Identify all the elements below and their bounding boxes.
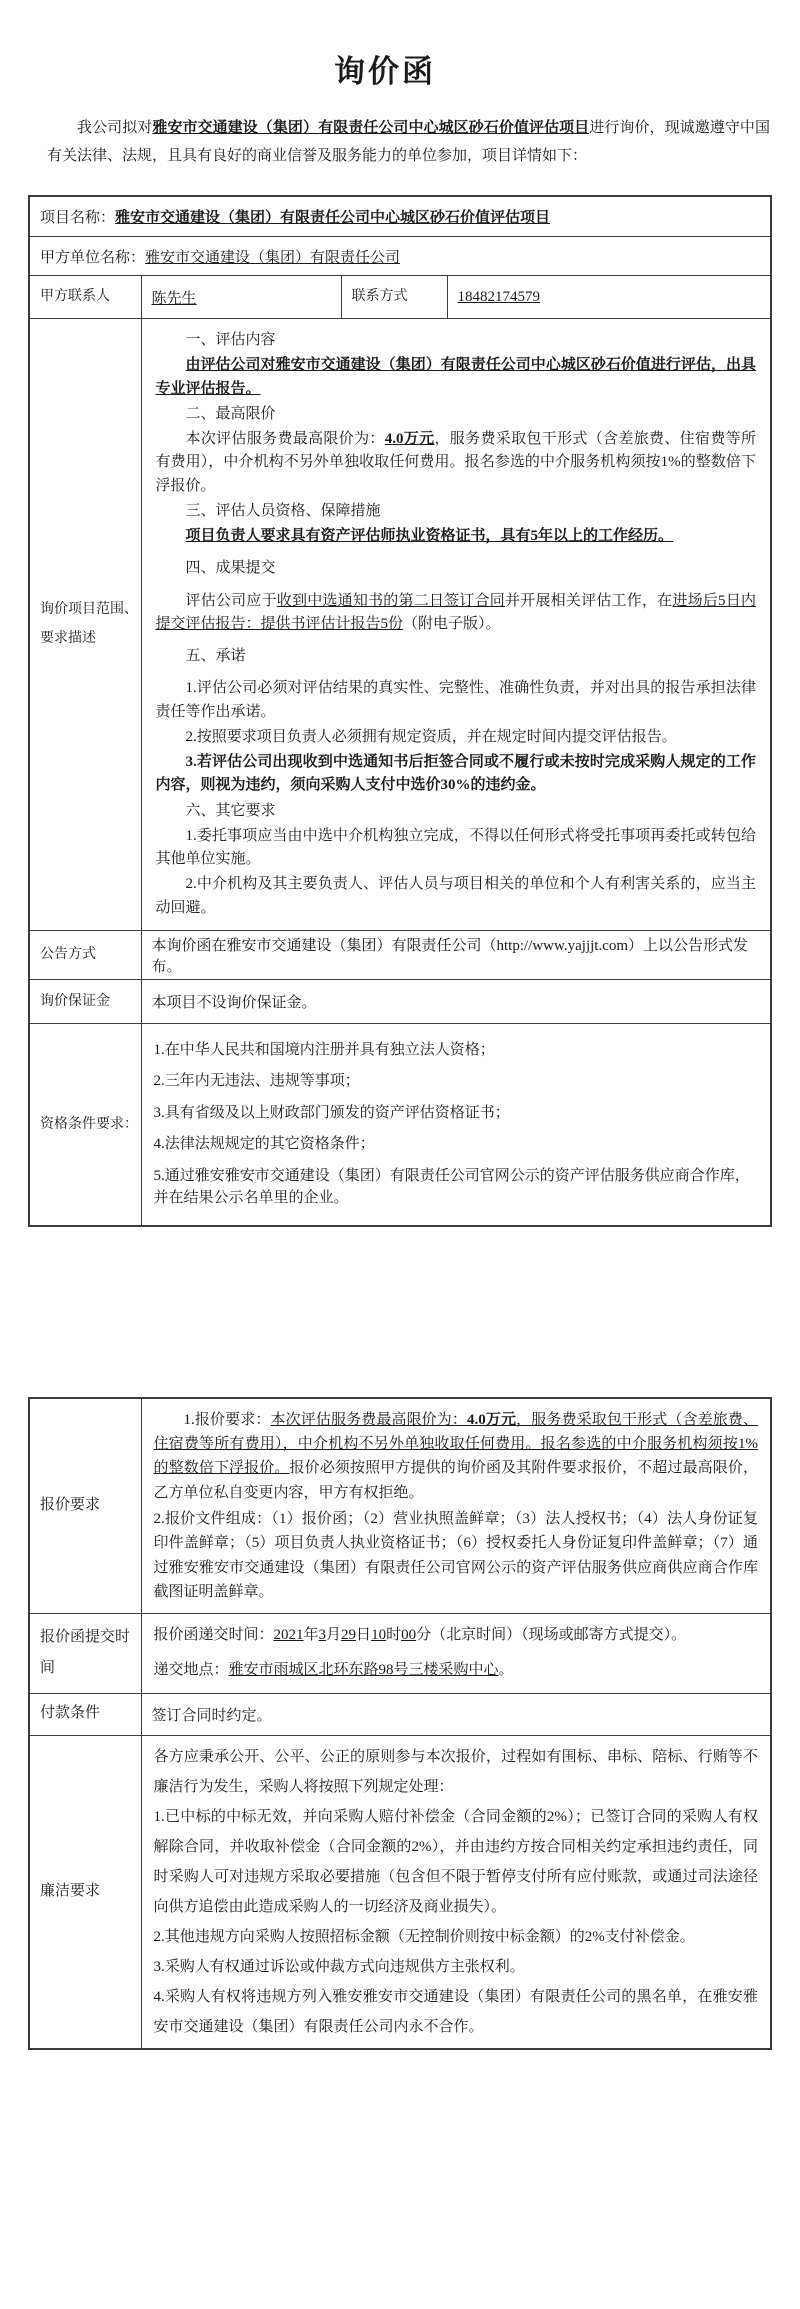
scope-sec4-text: 评估公司应于收到中选通知书的第二日签订合同并开展相关评估工作，在进场后5日内提交评估报告：提供书评估计报告5份（附电子版）。 — [155, 592, 756, 632]
quotation-table — [28, 1397, 772, 2050]
qualification-item: 5.通过雅安雅安市交通建设（集团）有限责任公司官网公示的资产评估服务供应商合作库，并在结果公示名单里的企业。 — [153, 1167, 750, 1207]
max-price-value: 4.0万元 — [384, 431, 435, 447]
scope-sec3-heading: 三、评估人员资格、保障措施 — [185, 502, 381, 519]
intro-prefix: 我公司拟对 — [77, 120, 153, 136]
phone-label: 联系方式 — [341, 276, 447, 319]
submission-time-content — [141, 1614, 771, 1694]
scope-sec5-item1: 1.评估公司必须对评估结果的真实性、完整性、准确性负责，并对出具的报告承担法律责任等作出承诺。 — [155, 680, 756, 720]
payment-terms-text: 签订合同时约定。 — [141, 1693, 771, 1735]
phone-value-cell — [447, 276, 771, 319]
scope-sec4-heading: 四、成果提交 — [185, 560, 276, 577]
submission-time-label: 报价函提交时间 — [29, 1614, 141, 1694]
scope-label: 询价项目范围、要求描述 — [29, 319, 141, 931]
announcement-text: 本询价函在雅安市交通建设（集团）有限责任公司（http://www.yajjjt.com）上以公告形式发布。 — [141, 930, 771, 979]
integrity-item: 2.其他违规方向采购人按照招标金额（无控制价则按中标金额）的2%支付补偿金。 — [153, 1928, 695, 1945]
qualification-item: 4.法律法规规定的其它资格条件； — [153, 1136, 375, 1153]
row-submission-time — [29, 1614, 771, 1694]
payment-terms-label: 付款条件 — [29, 1693, 141, 1735]
intro-project-name: 雅安市交通建设（集团）有限责任公司中心城区砂石价值评估项目 — [152, 120, 590, 136]
party-a-value: 雅安市交通建设（集团）有限责任公司 — [145, 249, 401, 266]
quote-requirements-label: 报价要求 — [29, 1398, 141, 1614]
contact-label: 甲方联系人 — [29, 276, 141, 319]
integrity-item: 1.已中标的中标无效，并向采购人赔付补偿金（合同金额的2%）；已签订合同的采购人有权解除合同，并收取补偿金（合同金额的2%），并由违约方按合同相关约定承担违约责任，同时采购人可对违规方采取必要措施（包含但不限于暂停支付所有应付账款，或通过司法途径向供方追偿由此造成采购人的一切经济及商业损失）。 — [153, 1808, 758, 1915]
deposit-label: 询价保证金 — [29, 979, 141, 1023]
scope-sec5-item3: 3.若评估公司出现收到中选通知书后拒签合同或不履行或未按时完成采购人规定的工作内容，则视为违约，须向采购人支付中选价30%的违约金。 — [155, 754, 756, 794]
project-name-value: 雅安市交通建设（集团）有限责任公司中心城区砂石价值评估项目 — [115, 209, 551, 226]
row-project-name — [29, 196, 771, 237]
intro-suffix: 进行询价，现诚邀遵守中国有关法律、法规，且具有良好的商业信誉及服务能力的单位参加，项目详情如下： — [47, 120, 770, 164]
integrity-item: 4.采购人有权将违规方列入雅安雅安市交通建设（集团）有限责任公司的黑名单，在雅安雅安市交通建设（集团）有限责任公司内永不合作。 — [153, 1988, 758, 2035]
intro-paragraph — [47, 115, 770, 171]
quote-max-price-value: 4.0万元 — [467, 1411, 517, 1428]
party-a-cell — [29, 237, 771, 276]
row-scope — [29, 319, 771, 931]
integrity-label: 廉洁要求 — [29, 1735, 141, 2049]
row-quote-requirements — [29, 1398, 771, 1614]
scope-sec5-heading: 五、承诺 — [185, 648, 246, 664]
scope-content-cell — [141, 319, 771, 931]
contact-value: 陈先生 — [151, 290, 197, 307]
row-integrity-requirements — [29, 1735, 771, 2049]
quote-paragraph-1: 1.报价要求：本次评估服务费最高限价为：4.0万元，服务费采取包干形式（含差旅费、住宿费等所有费用），中介机构不另外单独收取任何费用。报名参选的中介服务机构须按1%的整数倍下浮报价。报价必须按照甲方提供的询价函及其附件要求报价，不超过最高限价，乙方单位私自变更内容，甲方有权拒绝。 — [153, 1411, 758, 1501]
row-deposit — [29, 979, 771, 1023]
qualification-item: 3.具有省级及以上财政部门颁发的资产评估资格证书； — [153, 1104, 510, 1121]
submission-year: 2021 — [273, 1627, 304, 1644]
quote-requirements-content — [141, 1398, 771, 1614]
scope-sec1-heading: 一、评估内容 — [185, 332, 276, 348]
scope-sec6-item1: 1.委托事项应当由中选中介机构独立完成，不得以任何形式将受托事项再委托或转包给其他单位实施。 — [155, 827, 756, 867]
submission-time-line: 报价函递交时间：2021年3月29日10时00分（北京时间）（现场或邮寄方式提交）。 — [153, 1627, 687, 1644]
project-name-cell — [29, 196, 771, 237]
phone-value: 18482174579 — [457, 288, 540, 305]
row-party-a — [29, 237, 771, 276]
scope-sec6-heading: 六、其它要求 — [185, 802, 276, 819]
scope-sec2-heading: 二、最高限价 — [185, 405, 276, 422]
integrity-content-cell — [141, 1735, 771, 2049]
document-page — [0, 46, 800, 2050]
submission-month: 3 — [318, 1627, 327, 1644]
scope-sec5-item2: 2.按照要求项目负责人必须拥有规定资质，并在规定时间内提交评估报告。 — [185, 728, 677, 745]
contact-value-cell — [141, 276, 341, 319]
integrity-item: 3.采购人有权通过诉讼或仲裁方式向违规供方主张权利。 — [153, 1958, 525, 1975]
submission-minute: 00 — [401, 1627, 417, 1644]
scope-sec3-text: 项目负责人要求具有资产评估师执业资格证书，具有5年以上的工作经历。 — [185, 528, 674, 544]
scope-sec1-text: 由评估公司对雅安市交通建设（集团）有限责任公司中心城区砂石价值进行评估，出具专业评估报告。 — [155, 357, 756, 397]
row-payment-terms — [29, 1693, 771, 1735]
party-a-label: 甲方单位名称： — [40, 249, 146, 266]
scope-sec6-item2: 2.中介机构及其主要负责人、评估人员与项目相关的单位和个人有利害关系的，应当主动回避。 — [155, 876, 756, 916]
submission-day: 29 — [341, 1627, 357, 1644]
scope-sec2-text: 本次评估服务费最高限价为：4.0万元，服务费采取包干形式（含差旅费、住宿费等所有费用），中介机构不另外单独收取任何费用。报名参选的中介服务机构须按1%的整数倍下浮报价。 — [155, 431, 756, 494]
row-announcement — [29, 930, 771, 979]
project-name-label: 项目名称： — [40, 209, 116, 226]
submission-address: 雅安市雨城区北环东路98号三楼采购中心 — [228, 1662, 499, 1679]
row-qualification — [29, 1023, 771, 1226]
inquiry-info-table — [28, 195, 772, 1227]
qualification-item: 2.三年内无违法、违规等事项； — [153, 1073, 360, 1090]
quote-paragraph-2: 2.报价文件组成：（1）报价函；（2）营业执照盖鲜章；（3）法人授权书；（4）法人身份证复印件盖鲜章；（5）项目负责人执业资格证书；（6）授权委托人身份证复印件盖鲜章；（7）通过雅安雅安市交通建设（集团）有限责任公司官网公示的资产评估服务供应商供应商合作库截图证明盖鲜章。 — [153, 1510, 758, 1600]
qualification-content-cell — [141, 1023, 771, 1226]
deposit-text: 本项目不设询价保证金。 — [141, 979, 771, 1023]
announcement-label: 公告方式 — [29, 930, 141, 979]
document-title: 询价函 — [334, 54, 436, 89]
row-contact — [29, 276, 771, 319]
qualification-item: 1.在中华人民共和国境内注册并具有独立法人资格； — [153, 1041, 495, 1058]
qualification-label: 资格条件要求： — [29, 1023, 141, 1226]
submission-hour: 10 — [371, 1627, 387, 1644]
submission-address-line: 递交地点：雅安市雨城区北环东路98号三楼采购中心。 — [153, 1662, 514, 1679]
integrity-intro: 各方应秉承公开、公平、公正的原则参与本次报价，过程如有围标、串标、陪标、行贿等不廉洁行为发生，采购人将按照下列规定处理： — [153, 1748, 758, 1795]
